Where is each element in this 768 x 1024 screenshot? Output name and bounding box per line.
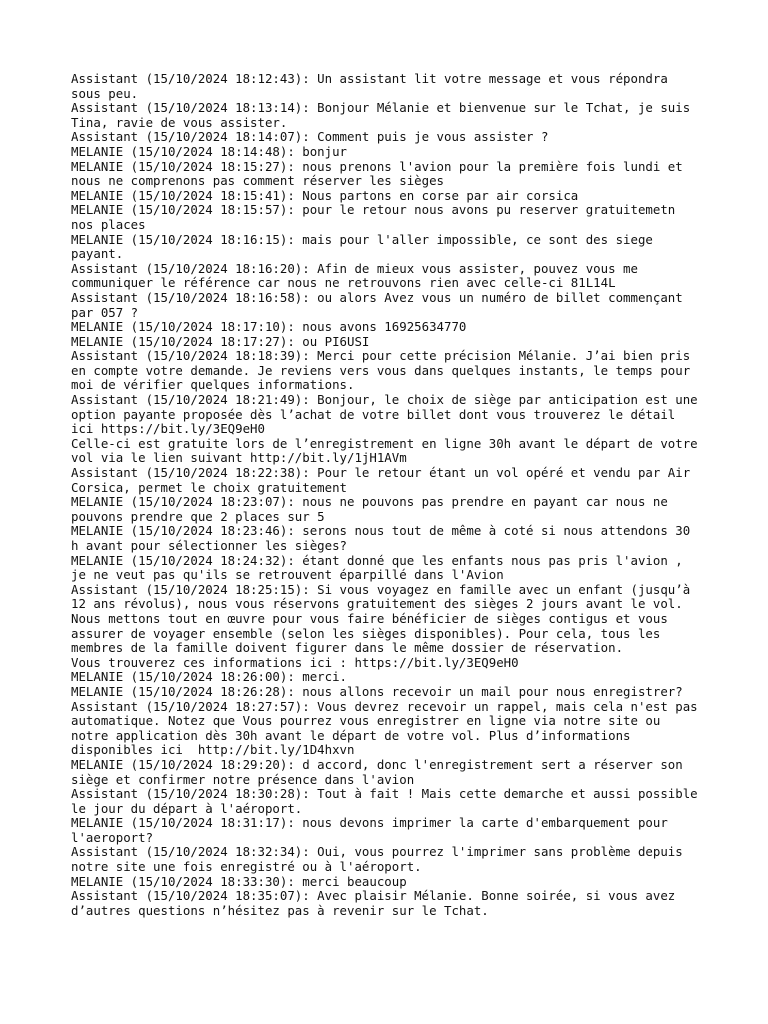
transcript-line: Assistant (15/10/2024 18:14:07): Comment puis je vous assister ? xyxy=(71,129,549,145)
transcript-line: MELANIE (15/10/2024 18:17:27): ou PI6USI xyxy=(71,333,370,349)
transcript-line: Assistant (15/10/2024 18:16:20): Afin de mieux vous assister, pouvez vous me communiquer le référence car nous ne retrouvons rien avec celle-ci 81L14L xyxy=(71,260,646,291)
transcript-line: MELANIE (15/10/2024 18:31:17): nous devons imprimer la carte d'embarquement pour l'aeroport? xyxy=(71,815,676,845)
transcript-line: Assistant (15/10/2024 18:22:38): Pour le retour étant un vol opéré et vendu par Air Corsica, permet le choix gratuitement xyxy=(71,465,698,495)
transcript-line: Assistant (15/10/2024 18:27:57): Vous devrez recevoir un rappel, mais cela n'est pas automatique. Notez que Vous pourrez vous enregistrer en ligne via notre site ou notre application dès 30h avant le départ de votre vol. Plus d’informations disponibles ici http://bit.ly/1D4hxvn xyxy=(71,698,706,758)
transcript-line: MELANIE (15/10/2024 18:16:15): mais pour l'aller impossible, ce sont des siege payant. xyxy=(71,231,661,262)
transcript-line: MELANIE (15/10/2024 18:29:20): d accord, donc l'enregistrement sert a réserver son siège et confirmer notre présence dans l'avion xyxy=(71,756,691,787)
transcript-line: MELANIE (15/10/2024 18:23:46): serons nous tout de même à coté si nous attendons 30 h avant pour sélectionner les sièges? xyxy=(71,523,698,553)
transcript-line: MELANIE (15/10/2024 18:24:32): étant donné que les enfants nous pas pris l'avion , je ne veut pas qu'ils se retrouvent éparpillé dans l'Avion xyxy=(71,552,691,583)
transcript-line: Celle-ci est gratuite lors de l’enregistrement en ligne 30h avant le départ de votre vol via le lien suivant http://bit.ly/1jH1AVm xyxy=(71,435,706,466)
transcript-line: MELANIE (15/10/2024 18:17:10): nous avons 16925634770 xyxy=(71,319,467,335)
transcript-line: MELANIE (15/10/2024 18:33:30): merci beaucoup xyxy=(71,873,407,889)
transcript-line: MELANIE (15/10/2024 18:26:28): nous allons recevoir un mail pour nous enregistrer? xyxy=(71,683,683,699)
transcript-line: Assistant (15/10/2024 18:13:14): Bonjour Mélanie et bienvenue sur le Tchat, je suis Tina, ravie de vous assister. xyxy=(71,100,698,130)
transcript-line: MELANIE (15/10/2024 18:15:57): pour le retour nous avons pu reserver gratuitemetn nos places xyxy=(71,202,683,232)
transcript-line: MELANIE (15/10/2024 18:15:27): nous prenons l'avion pour la première fois lundi et nous ne comprenons pas comment réserver les sièges xyxy=(71,158,691,189)
transcript-line: Assistant (15/10/2024 18:21:49): Bonjour, le choix de siège par anticipation est une option payante proposée dès l’achat de votre billet dont vous trouverez le détail ici https://bit.ly/3EQ9eH0 xyxy=(71,392,706,437)
transcript-line: MELANIE (15/10/2024 18:23:07): nous ne pouvons pas prendre en payant car nous ne pouvons prendre que 2 places sur 5 xyxy=(71,494,676,524)
transcript-line: MELANIE (15/10/2024 18:15:41): Nous partons en corse par air corsica xyxy=(71,187,579,203)
chat-transcript xyxy=(71,71,706,918)
transcript-line: Assistant (15/10/2024 18:30:28): Tout à fait ! Mais cette demarche et aussi possible le jour du départ à l'aéroport. xyxy=(71,786,706,816)
transcript-line: Assistant (15/10/2024 18:32:34): Oui, vous pourrez l'imprimer sans problème depuis notre site une fois enregistré ou à l'aéroport. xyxy=(71,844,691,875)
transcript-line: Assistant (15/10/2024 18:35:07): Avec plaisir Mélanie. Bonne soirée, si vous avez d’autres questions n’hésitez pas à revenir sur le Tchat. xyxy=(71,888,683,918)
transcript-line: MELANIE (15/10/2024 18:26:00): merci. xyxy=(71,669,348,685)
transcript-line: Assistant (15/10/2024 18:25:15): Si vous voyagez en famille avec un enfant (jusqu’à 12 ans révolus), nous vous réservons gratuitement des sièges 2 jours avant le vol. Nous mettons tout en œuvre pour vous faire bénéficier de sièges contigus et vous assurer de voyager ensemble (selon les sièges disponibles). Pour cela, tous les membres de la famille doivent figurer dans le même dossier de réservation. xyxy=(71,581,698,656)
transcript-line: Assistant (15/10/2024 18:18:39): Merci pour cette précision Mélanie. J’ai bien pris en compte votre demande. Je reviens vers vous dans quelques instants, le temps pour moi de vérifier quelques informations. xyxy=(71,348,698,393)
transcript-line: Assistant (15/10/2024 18:12:43): Un assistant lit votre message et vous répondra sous peu. xyxy=(71,71,676,101)
transcript-line: Assistant (15/10/2024 18:16:58): ou alors Avez vous un numéro de billet commençant par 057 ? xyxy=(71,289,691,320)
transcript-line: MELANIE (15/10/2024 18:14:48): bonjur xyxy=(71,143,348,159)
transcript-line: Vous trouverez ces informations ici : https://bit.ly/3EQ9eH0 xyxy=(71,654,519,670)
